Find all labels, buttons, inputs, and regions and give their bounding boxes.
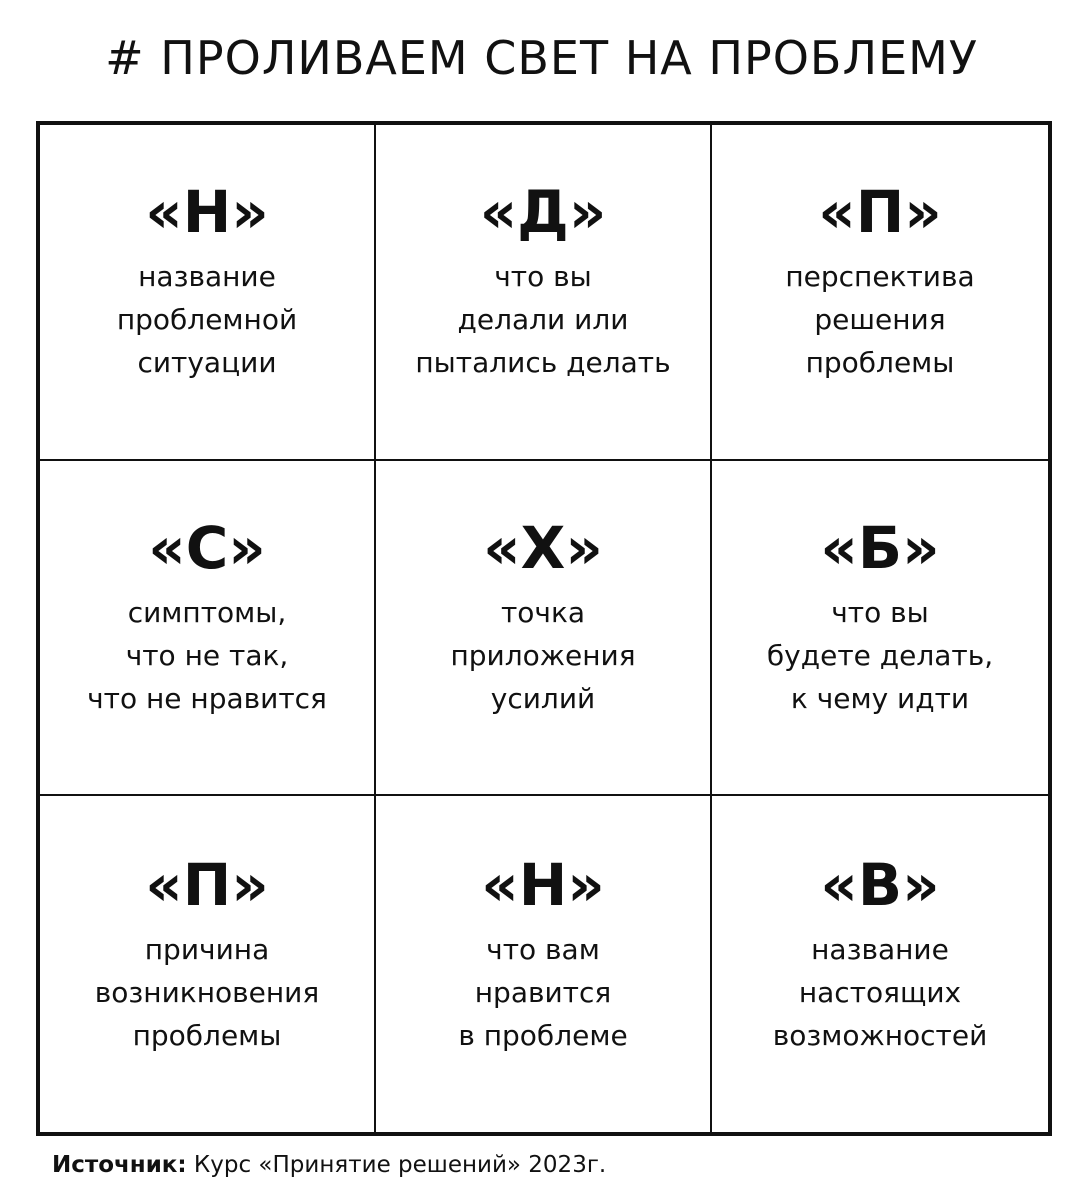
cell-description-line: возникновения	[94, 975, 320, 1009]
page-title: # ПРОЛИВАЕМ СВЕТ НА ПРОБЛЕМУ	[105, 31, 978, 85]
cell-description-line: что вы	[494, 260, 592, 294]
cell-letter: «С»	[148, 513, 266, 582]
cell-letter: «Х»	[483, 513, 603, 582]
cell-description-line: что не нравится	[87, 681, 327, 715]
cell-description-line: проблемы	[132, 1018, 282, 1052]
cell-description-line: к чему идти	[790, 681, 970, 715]
cell-description-line: решения	[814, 303, 946, 337]
cell-description-line: симптомы,	[127, 595, 287, 629]
grid-cell	[40, 125, 376, 461]
cell-letter: «П»	[145, 850, 269, 919]
cell-letter: «В»	[820, 850, 940, 919]
cell-description-line: название	[811, 932, 949, 966]
cell-description-line: проблемной	[116, 303, 298, 337]
grid-cell	[376, 125, 712, 461]
source-label: Источник:	[52, 1152, 187, 1178]
cell-description	[773, 928, 988, 1057]
cell-description-line: делали или	[457, 303, 629, 337]
cell-description-line: усилий	[490, 681, 596, 715]
cell-description-line: причина	[144, 932, 270, 966]
source-text: Курс «Принятие решений» 2023г.	[186, 1152, 607, 1178]
cell-description-line: название	[138, 260, 276, 294]
grid-cell	[712, 796, 1048, 1132]
cell-description	[785, 255, 974, 384]
cell-description-line: настоящих	[798, 975, 962, 1009]
cell-description-line: точка	[500, 595, 586, 629]
cell-description-line: проблемы	[805, 346, 955, 380]
cell-description-line: приложения	[450, 638, 636, 672]
cell-description	[95, 928, 319, 1057]
cell-description-line: в проблеме	[458, 1018, 628, 1052]
cell-description	[415, 255, 670, 384]
grid-cell	[712, 461, 1048, 797]
cell-description-line: что не так,	[125, 638, 289, 672]
cell-description-line: что вам	[486, 932, 600, 966]
cell-description-line: перспектива	[785, 260, 975, 294]
cell-description-line: будете делать,	[766, 638, 994, 672]
cell-letter: «Н»	[145, 178, 269, 247]
cell-letter: «Д»	[479, 178, 607, 247]
grid-cell	[712, 125, 1048, 461]
grid-cell	[376, 461, 712, 797]
grid-cell	[40, 461, 376, 797]
cell-letter: «Н»	[481, 850, 605, 919]
cell-description	[87, 591, 327, 720]
problem-grid	[36, 121, 1052, 1136]
cell-description-line: ситуации	[137, 346, 277, 380]
source-note	[52, 1148, 606, 1182]
cell-description-line: пытались делать	[415, 346, 671, 380]
cell-letter: «Б»	[820, 513, 940, 582]
cell-letter: «П»	[818, 178, 942, 247]
cell-description-line: что вы	[831, 595, 929, 629]
cell-description	[767, 591, 993, 720]
cell-description	[458, 928, 627, 1057]
grid-cell	[376, 796, 712, 1132]
grid-cell	[40, 796, 376, 1132]
cell-description	[450, 591, 635, 720]
cell-description-line: возможностей	[772, 1018, 988, 1052]
cell-description	[117, 255, 297, 384]
cell-description-line: нравится	[474, 975, 612, 1009]
